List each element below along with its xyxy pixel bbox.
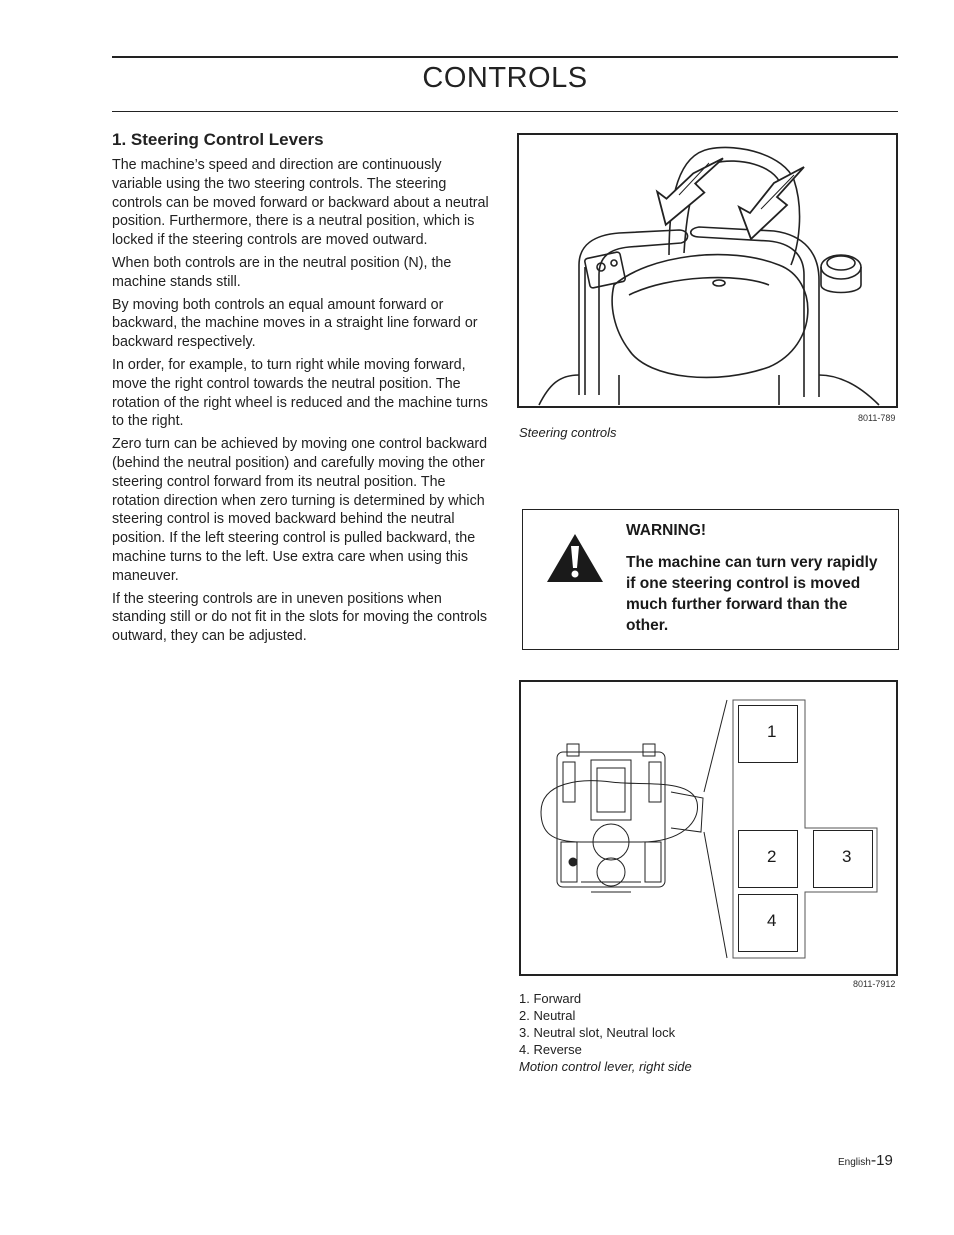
legend-item: 1. Forward — [519, 991, 582, 1006]
paragraph: If the steering controls are in uneven positions when standing still or do not fit in the slots for moving the controls outward, they can be adjusted. — [112, 590, 488, 645]
slot-reverse — [738, 894, 798, 952]
motion-control-figure — [519, 680, 898, 976]
section-heading: 1. Steering Control Levers — [112, 130, 324, 149]
slot-neutral — [738, 830, 798, 888]
steering-controls-figure — [517, 133, 898, 408]
steering-controls-illustration — [519, 135, 896, 406]
footer-separator: - — [870, 1152, 877, 1169]
legend-item: 3. Neutral slot, Neutral lock — [519, 1025, 676, 1040]
section-steering-levers — [112, 130, 490, 650]
figure-code: 8011-7912 — [853, 979, 896, 989]
warning-text: The machine can turn very rapidly if one steering control is moved much further forward than the other. — [626, 554, 878, 634]
figure-caption: Steering controls — [519, 425, 617, 440]
paragraph: Zero turn can be achieved by moving one control backward (behind the neutral position) and carefully moving the other steering control forward from its neutral position. The rotation direction when zero turning is determined by which steering control is moved backward behind the neutral position. If the left steering control is pulled backward, the machine turns to the left. Use extra care when using this maneuver. — [112, 436, 488, 584]
warning-triangle-icon — [545, 532, 605, 584]
header-rule-top — [112, 56, 898, 58]
warning-title: WARNING! — [626, 522, 707, 539]
slot-neutral-lock — [813, 830, 873, 888]
header-rule-bottom — [112, 111, 898, 112]
footer-language: English — [838, 1157, 871, 1168]
slot-neutral-number: 2 — [767, 847, 777, 866]
figure-code: 8011-789 — [858, 413, 896, 423]
figure-legend — [519, 990, 692, 1075]
legend-item: 4. Reverse — [519, 1042, 582, 1057]
paragraph: The machine’s speed and direction are continuously variable using the two steering controls. The steering controls can be moved forward or backward about a neutral position. Furthermore, there is a neutral position, which is locked if the steering controls are moved outward. — [112, 157, 489, 249]
paragraph: When both controls are in the neutral position (N), the machine stands still. — [112, 254, 452, 290]
figure-caption: Motion control lever, right side — [519, 1059, 692, 1074]
warning-box — [522, 509, 899, 650]
slot-reverse-number: 4 — [767, 911, 777, 930]
page-number: 19 — [876, 1152, 893, 1169]
slot-forward — [738, 705, 798, 763]
page-footer — [838, 1152, 893, 1170]
page-title: CONTROLS — [422, 62, 588, 94]
slot-forward-number: 1 — [767, 722, 777, 741]
mower-top-view-illustration — [521, 682, 896, 974]
slot-neutral-lock-number: 3 — [842, 847, 852, 866]
legend-item: 2. Neutral — [519, 1008, 576, 1023]
paragraph: By moving both controls an equal amount forward or backward, the machine moves in a straight line forward or backward respectively. — [112, 296, 478, 351]
paragraph: In order, for example, to turn right while moving forward, move the right control towards the neutral position. The rotation of the right wheel is reduced and the machine turns to the right. — [112, 356, 488, 430]
